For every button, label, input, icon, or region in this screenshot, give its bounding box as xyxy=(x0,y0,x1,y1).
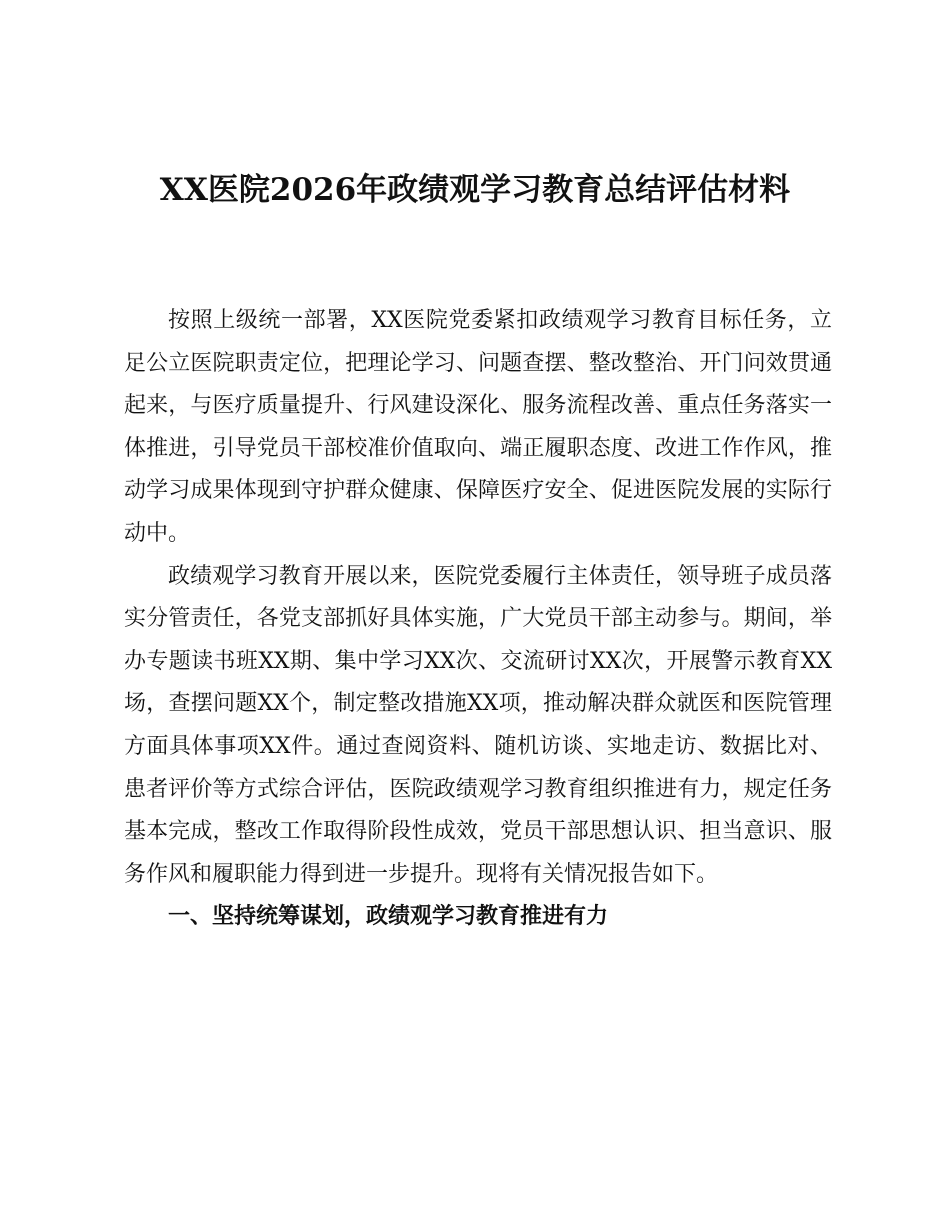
section-heading-1: 一、坚持统筹谋划，政绩观学习教育推进有力 xyxy=(168,904,609,930)
document-title: XX医院2026年政绩观学习教育总结评估材料 xyxy=(159,172,791,208)
document-body xyxy=(124,300,832,939)
paragraph-intro: 按照上级统一部署，XX医院党委紧扣政绩观学习教育目标任务，立足公立医院职责定位，把理论学习、问题查摆、整改整治、开门问效贯通起来，与医疗质量提升、行风建设深化、服务流程改善、重点任务落实一体推进，引导党员干部校准价值取向、端正履职态度、改进工作作风，推动学习成果体现到守护群众健康、保障医疗安全、促进医院发展的实际行动中。 xyxy=(124,308,832,546)
paragraph-overview: 政绩观学习教育开展以来，医院党委履行主体责任，领导班子成员落实分管责任，各党支部抓好具体实施，广大党员干部主动参与。期间，举办专题读书班XX期、集中学习XX次、交流研讨XX次，开展警示教育XX场，查摆问题XX个，制定整改措施XX项，推动解决群众就医和医院管理方面具体事项XX件。通过查阅资料、随机访谈、实地走访、数据比对、患者评价等方式综合评估，医院政绩观学习教育组织推进有力，规定任务基本完成，整改工作取得阶段性成效，党员干部思想认识、担当意识、服务作风和履职能力得到进一步提升。现将有关情况报告如下。 xyxy=(124,563,832,887)
